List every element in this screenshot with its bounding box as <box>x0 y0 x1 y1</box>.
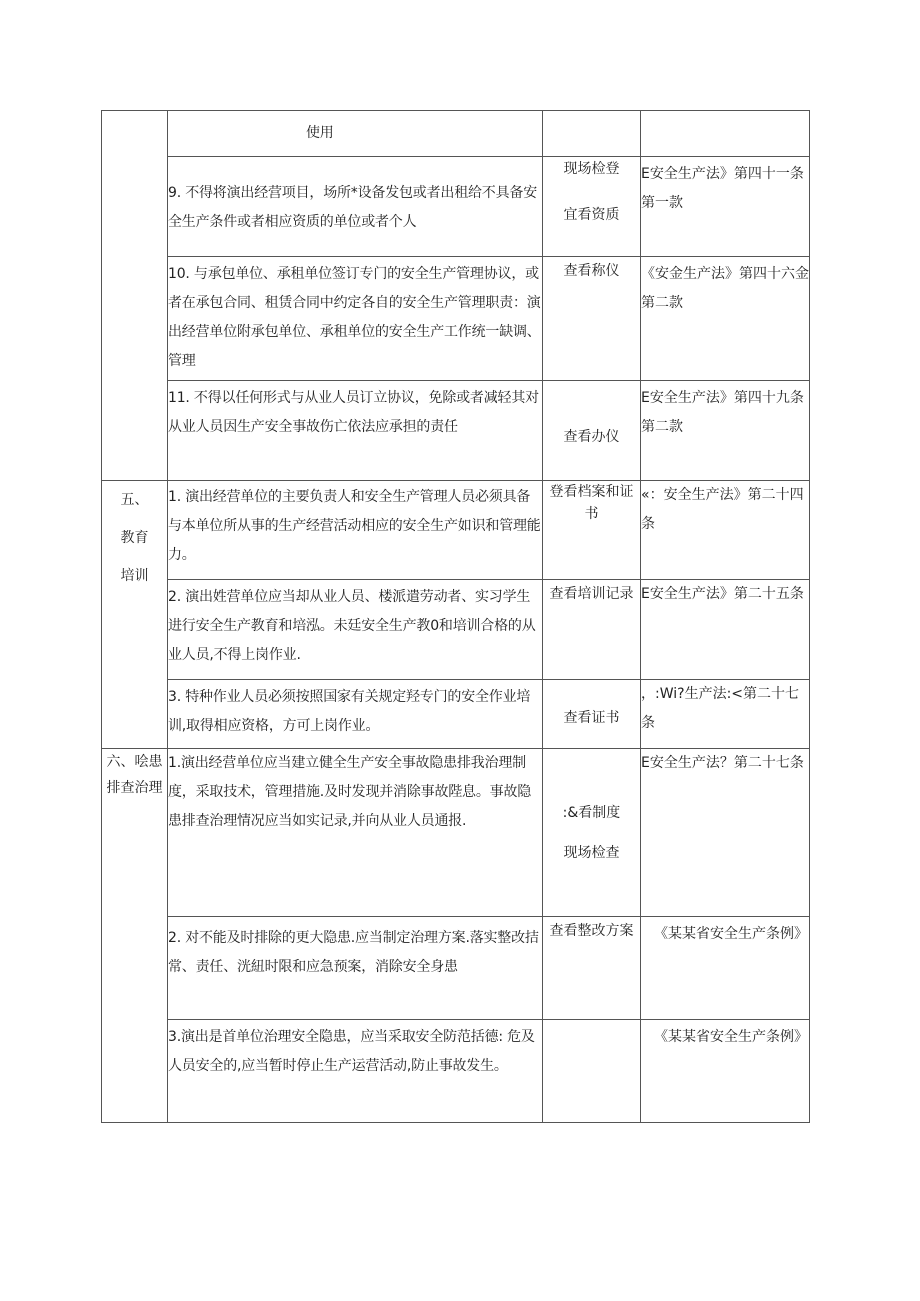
category-cell-empty <box>102 111 168 481</box>
basis-cell: 《安金生产法》第四十六金第二款 <box>641 257 810 381</box>
basis-cell: ，:Wi?生产法:<第二十七条 <box>641 680 810 749</box>
item-cell: 使用 <box>168 111 543 157</box>
method-cell: 查看培训记录 <box>543 580 641 680</box>
basis-cell: E安全生产法》第二十五条 <box>641 580 810 680</box>
method-text: :&看制度 <box>562 805 621 821</box>
table-row <box>102 680 810 749</box>
category-label: 培训 <box>120 568 149 584</box>
basis-cell: E安全生产法？第二十七条 <box>641 749 810 917</box>
method-cell: 查看称仪 <box>543 257 641 381</box>
method-cell: 查看证书 <box>543 680 641 749</box>
method-cell <box>543 749 641 917</box>
table-row <box>102 381 810 481</box>
category-hazard-investigation <box>102 749 168 1123</box>
category-label: 五、 <box>120 492 149 508</box>
method-text: 现场检查 <box>563 845 620 861</box>
basis-cell: E安全生产法》第四十九条第二款 <box>641 381 810 481</box>
table-row <box>102 481 810 580</box>
item-cell: 11. 不得以任何形式与从业人员订立协议，免除或者减轻其对从业人员因生产安全事故伤亡依法应承担的责任 <box>168 381 543 481</box>
item-cell: 10. 与承包单位、承租单位签订专门的安全生产管理协议，或者在承包合同、租赁合同中约定各自的安全生产管理职责：演出经营单位附承包单位、承租单位的安全生产工作统一缺调、管理 <box>168 257 543 381</box>
table-row <box>102 749 810 917</box>
method-cell <box>543 111 641 157</box>
table-row <box>102 111 810 157</box>
item-cell: 3.演出是首单位治理安全隐患，应当采取安全防范括德: 危及人员安全的,应当暂时停止生产运营活动,防止事故发生。 <box>168 1020 543 1123</box>
method-cell <box>543 1020 641 1123</box>
method-text: 宜看资质 <box>563 207 620 223</box>
category-label: 六、哙患 <box>106 754 163 770</box>
table-row <box>102 1020 810 1123</box>
item-cell: 2. 演出姓营单位应当却从业人员、楼派遣劳动者、实习学生进行安全生产教育和培泓。未廷安全生产教0和培训合格的从业人员,不得上岗作业. <box>168 580 543 680</box>
method-cell: 登看档案和证书 <box>543 481 641 580</box>
method-cell: 查看整改方案 <box>543 917 641 1020</box>
method-cell: 查看办仪 <box>543 381 641 481</box>
category-education-training <box>102 481 168 749</box>
category-label: 排查治理 <box>106 780 163 796</box>
inspection-table <box>101 110 810 1123</box>
basis-cell: «：安全生产法》第二十四条 <box>641 481 810 580</box>
basis-cell: E安全生产法》第四十一条第一款 <box>641 157 810 257</box>
table-row <box>102 917 810 1020</box>
item-cell: 2. 对不能及时排除的更大隐患.应当制定治理方案.落实整改拮常、责任、洸紐时限和应急预案，消除安全身患 <box>168 917 543 1020</box>
table-row <box>102 580 810 680</box>
item-cell: 1.演出经营单位应当建立健全生产安全事故隐患排我治理制度，采取技术，管理措施.及时发现并消除事故陛息。事故隐患排查治理情况应当如实记录,并向从业人员通报. <box>168 749 543 917</box>
category-label: 教育 <box>120 530 149 546</box>
basis-cell: 《某某省安全生产条例》 <box>641 917 810 1020</box>
table-row <box>102 157 810 257</box>
table-row <box>102 257 810 381</box>
basis-cell: 《某某省安全生产条例》 <box>641 1020 810 1123</box>
item-cell: 1. 演出经营单位的主要负责人和安全生产管理人员必须具备与本单位所从事的生产经营活动相应的安全生产如识和管理能力。 <box>168 481 543 580</box>
method-cell <box>543 157 641 257</box>
item-cell: 9. 不得将演出经营项目，场所*设备发包或者出租给不具备安全生产条件或者相应资质的单位或者个人 <box>168 157 543 257</box>
item-cell: 3. 特种作业人员必须按照国家有关规定羟专门的安全作业培训,取得相应资格，方可上岗作业。 <box>168 680 543 749</box>
method-text: 现场检登 <box>563 161 620 177</box>
basis-cell <box>641 111 810 157</box>
